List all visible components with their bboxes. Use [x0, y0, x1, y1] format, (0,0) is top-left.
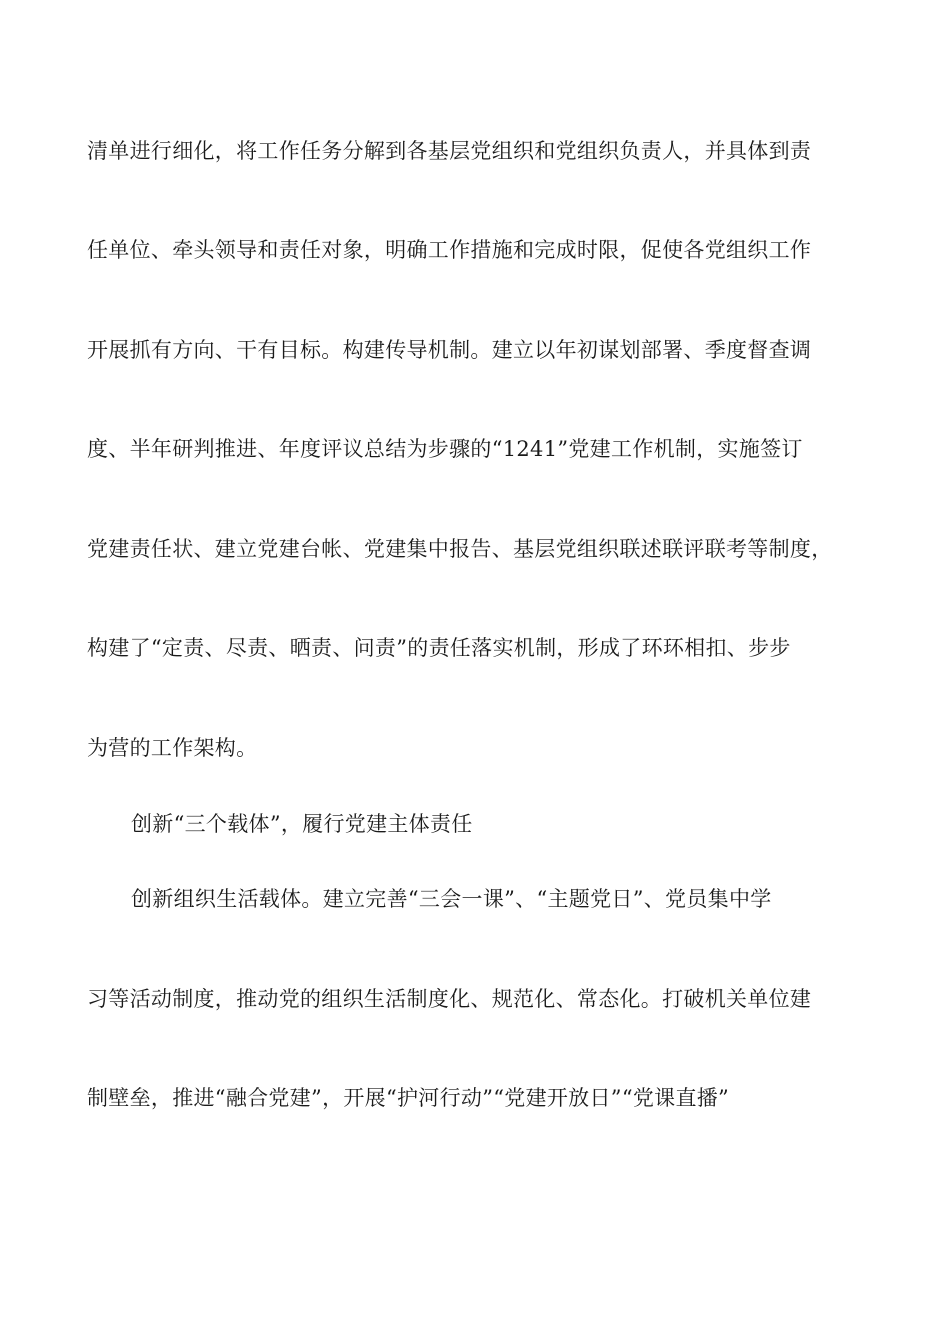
paragraph-line: 党建责任状、建立党建台帐、党建集中报告、基层党组织联述联评联考等制度，	[87, 537, 833, 561]
paragraph-line: 开展抓有方向、干有目标。构建传导机制。建立以年初谋划部署、季度督查调	[87, 338, 812, 362]
paragraph-line: 度、半年研判推进、年度评议总结为步骤的“1241”党建工作机制，实施签订	[87, 437, 803, 461]
paragraph-line: 习等活动制度，推动党的组织生活制度化、规范化、常态化。打破机关单位建	[87, 987, 812, 1011]
section-heading: 创新“三个载体”，履行党建主体责任	[131, 812, 473, 836]
paragraph-line: 构建了“定责、尽责、晒责、问责”的责任落实机制，形成了环环相扣、步步	[87, 636, 791, 660]
paragraph-line: 为营的工作架构。	[87, 736, 258, 760]
paragraph-line: 任单位、牵头领导和责任对象，明确工作措施和完成时限，促使各党组织工作	[87, 238, 812, 262]
paragraph-line: 清单进行细化，将工作任务分解到各基层党组织和党组织负责人，并具体到责	[87, 139, 812, 163]
paragraph-line: 制壁垒，推进“融合党建”，开展“护河行动”“党建开放日”“党课直播”	[87, 1086, 730, 1110]
paragraph-line: 创新组织生活载体。建立完善“三会一课”、“主题党日”、党员集中学	[131, 887, 772, 911]
